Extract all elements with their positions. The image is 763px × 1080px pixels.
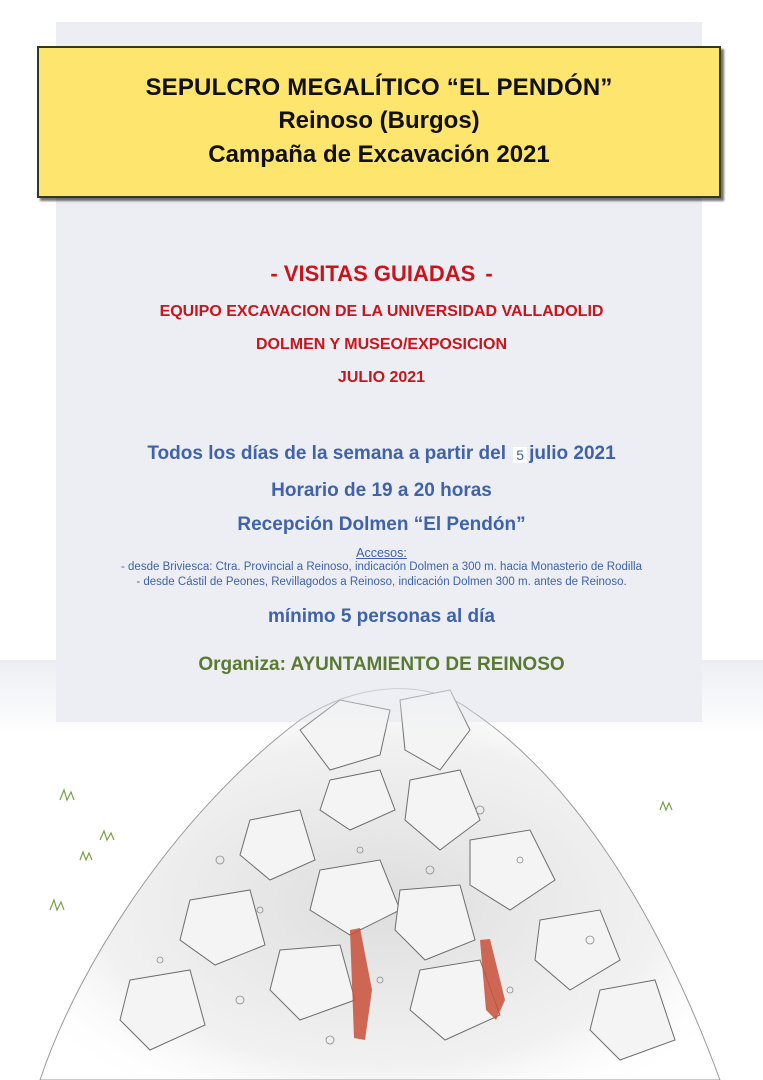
visitas-label: VISITAS GUIADAS: [283, 261, 476, 286]
schedule-month-year: julio 2021: [529, 443, 616, 464]
title-line-2: Reinoso (Burgos): [278, 107, 480, 134]
organizer-label: Organiza:: [198, 654, 286, 675]
schedule-hours: Horario de 19 a 20 horas: [271, 480, 492, 501]
accesos-line-2: - desde Cástil de Peones, Revillagodos a Reinoso, indicación Dolmen 300 m. antes de Reinoso.: [136, 576, 627, 588]
minimum-people: mínimo 5 personas al día: [267, 606, 496, 627]
subtitle-julio: JULIO 2021: [337, 369, 426, 386]
title-line-1: SEPULCRO MEGALÍTICO “EL PENDÓN”: [145, 74, 613, 101]
subtitle-dolmen: DOLMEN Y MUSEO/EXPOSICION: [255, 336, 507, 353]
schedule-reception: Recepción Dolmen “El Pendón”: [237, 514, 526, 535]
subtitle-equipo: EQUIPO EXCAVACION DE LA UNIVERSIDAD VALLADOLID: [159, 303, 604, 320]
accesos-title: Accesos:: [356, 546, 407, 560]
dolmen-sketch-illustration: [0, 660, 763, 1080]
accesos-line-1: - desde Briviesca: Ctra. Provincial a Reinoso, indicación Dolmen a 300 m. hacia Monasterio de Rodilla: [121, 561, 642, 573]
schedule-day: 5: [513, 447, 527, 463]
schedule-start-date: [0, 443, 763, 465]
visitas-guiadas-heading: [0, 261, 763, 287]
title-line-3: Campaña de Excavación 2021: [208, 141, 550, 168]
schedule-from-text: Todos los días de la semana a partir del: [147, 443, 506, 464]
visitas-dash-right: -: [485, 261, 493, 286]
organizer-name: AYUNTAMIENTO DE REINOSO: [290, 654, 565, 675]
visitas-dash-left: -: [270, 261, 284, 286]
organizer: [0, 654, 763, 676]
title-box: [37, 46, 721, 198]
